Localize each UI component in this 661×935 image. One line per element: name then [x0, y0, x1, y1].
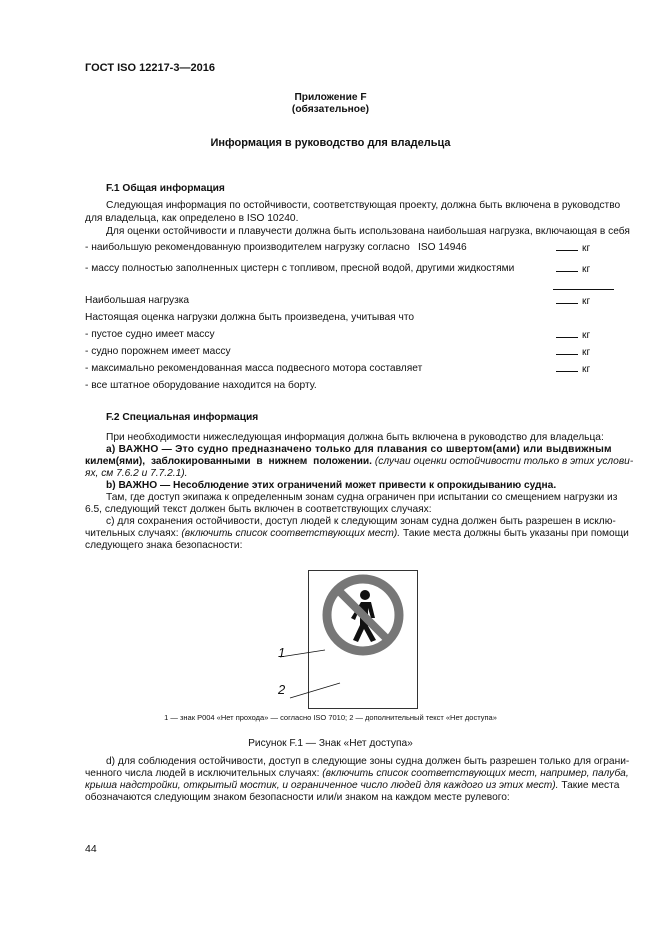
f1-item-equipment: - все штатное оборудование находится на борту. [85, 380, 317, 391]
kg-field-2: кг [556, 263, 590, 275]
item-d-line2: ченного числа людей в исключительных случаях: (включить список соответствующих мест, например, палуба, [85, 768, 629, 779]
f1-item-tanks: - массу полностью заполненных цистерн с топливом, пресной водой, другими жидкостями [85, 263, 515, 274]
f2-item-a-line3: ях, см 7.6.2 и 7.7.2.1). [85, 468, 188, 479]
kg-field-1: кг [556, 242, 590, 254]
kg-field-6: кг [556, 363, 590, 375]
f2-para1: При необходимости нижеследующая информация должна быть включена в руководство для владельца: [106, 432, 604, 443]
f1-para2: Для оценки остойчивости и плавучести должна быть использована наибольшая нагрузка, включающая в себя [106, 226, 630, 237]
f2-item-c-line3: следующего знака безопасности: [85, 540, 243, 551]
f2-item-c-line1: с) для сохранения остойчивости, доступ людей к следующим зонам судна должен быть разрешен в исклю- [106, 516, 616, 527]
figure-caption: Рисунок F.1 — Знак «Нет доступа» [248, 738, 413, 749]
f1-item-motor: - максимально рекомендованная масса подвесного мотора составляет [85, 363, 423, 374]
leader-line-2 [290, 683, 340, 698]
f2-para2-line2: 6.5, следующий текст должен быть включен в соответствующих случаях: [85, 504, 432, 515]
kg-field-4: кг [556, 329, 590, 341]
f1-para1-line2: для владельца, как определено в ISO 10240. [85, 213, 299, 224]
f1-item-max-load-std: ISO 14946 [418, 242, 467, 253]
f1-total: Наибольшая нагрузка [85, 295, 190, 306]
f1-para1-line1: Следующая информация по остойчивости, соответствующая проекту, должна быть включена в руководство [106, 200, 621, 211]
appendix-note: (обязательное) [291, 104, 370, 115]
section-f1-title: F.1 Общая информация [106, 183, 225, 194]
kg-field-3: кг [556, 295, 590, 307]
appendix-heading: Информация в руководство для владельца [210, 137, 451, 149]
sum-line [553, 289, 614, 290]
f1-item-empty: - пустое судно имеет массу [85, 329, 215, 340]
f2-item-c-line2: чительных случаях: (включить список соответствующих мест). Такие места должны быть указаны при помощи [85, 528, 629, 539]
figure-label-2: 2 [278, 682, 286, 697]
appendix-title: Приложение F [294, 92, 367, 103]
section-f2-title: F.2 Специальная информация [106, 412, 259, 423]
f1-item-max-load: - наибольшую рекомендованную производителем нагрузку согласно [85, 242, 410, 253]
kg-field-5: кг [556, 346, 590, 358]
f2-item-b: b) ВАЖНО — Несоблюдение этих ограничений может привести к опрокидыванию судна. [106, 480, 557, 491]
f2-item-a-line1: а) ВАЖНО — Это судно предназначено только для плавания со швертом(ами) или выдвижным [106, 444, 612, 455]
f2-para2-line1: Там, где доступ экипажа к определенным зонам судна ограничен при испытании со смещением нагрузки из [106, 492, 618, 503]
item-d-line1: d) для соблюдения остойчивости, доступ в следующие зоны судна должен быть разрешен только для ограни- [106, 756, 630, 767]
document-header: ГОСТ ISO 12217-3—2016 [85, 62, 215, 74]
item-d-line3: крыша надстройки, открытый мостик, и ограниченное число людей для каждого из этих мест). Такие места [85, 780, 620, 791]
figure-key-caption: 1 — знак P004 «Нет прохода» — согласно ISO 7010; 2 — дополнительный текст «Нет доступа» [164, 713, 497, 722]
no-access-sign [260, 570, 430, 710]
item-d-line4: обозначаются следующим знаком безопасности или/и знаком на каждом месте рулевого: [85, 792, 510, 803]
figure-label-1: 1 [278, 645, 286, 660]
f1-item-light: - судно порожнем имеет массу [85, 346, 231, 357]
f2-item-a-line2: килем(ями), заблокированными в нижнем положении. (случаи оценки остойчивости только в этих услови- [85, 456, 634, 467]
leader-line-1 [280, 650, 325, 657]
f1-para3: Настоящая оценка нагрузки должна быть произведена, учитывая что [85, 312, 415, 323]
page-number: 44 [85, 843, 97, 855]
